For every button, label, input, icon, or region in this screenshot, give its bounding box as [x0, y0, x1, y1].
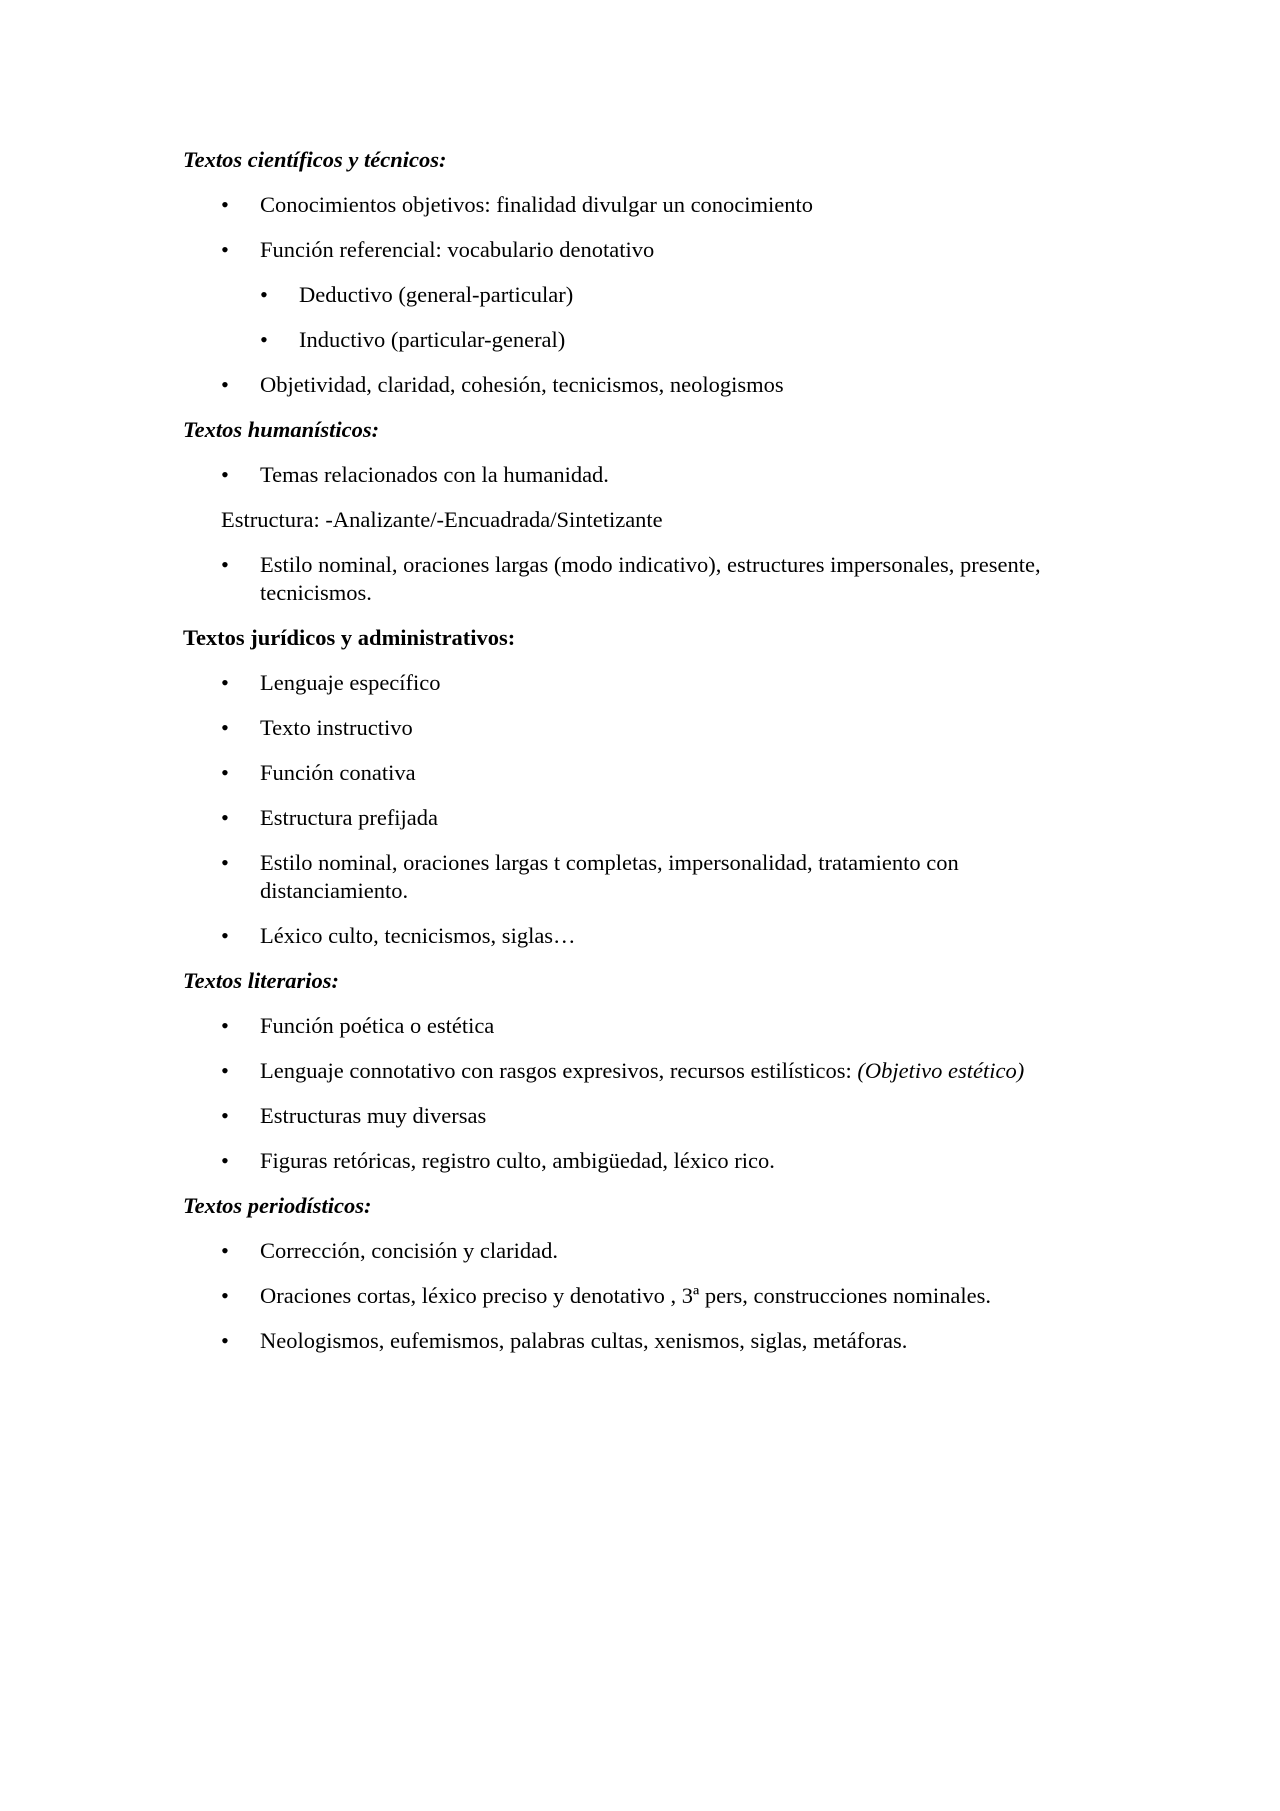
- bullet-icon: •: [221, 462, 229, 487]
- section-heading-periodisticos: Textos periodísticos:: [183, 1193, 372, 1218]
- structure-note: Estructura: -Analizante/-Encuadrada/Sintetizante: [221, 507, 663, 532]
- bullet-icon: •: [221, 850, 229, 875]
- bullet-icon: •: [221, 923, 229, 948]
- bullet-icon: •: [221, 1103, 229, 1128]
- list-item: [183, 1282, 1103, 1310]
- section-heading-humanisticos: Textos humanísticos:: [183, 417, 380, 442]
- bullet-icon: •: [221, 372, 229, 397]
- list-item-text: Inductivo (particular-general): [299, 327, 566, 352]
- bullet-icon: •: [221, 237, 229, 262]
- list-item-emphasis: (Objetivo estético): [857, 1058, 1025, 1083]
- list-item: [183, 371, 1103, 399]
- list-item: [183, 551, 1103, 607]
- list-item: [183, 191, 1103, 219]
- sub-list-item: [183, 281, 1103, 309]
- bullet-icon: •: [221, 1148, 229, 1173]
- bullet-icon: •: [221, 1328, 229, 1353]
- list-item: [183, 1237, 1103, 1265]
- list-item: [183, 1102, 1103, 1130]
- list-item: [183, 1327, 1103, 1355]
- list-item-text: Texto instructivo: [260, 715, 413, 740]
- list-item-text: Estructuras muy diversas: [260, 1103, 487, 1128]
- bullet-icon: •: [221, 1013, 229, 1038]
- bullet-icon: •: [221, 1058, 229, 1083]
- list-item: [183, 461, 1103, 489]
- list-item: [183, 1057, 1103, 1085]
- list-item: [183, 849, 1103, 905]
- list-item-text: Lenguaje connotativo con rasgos expresivos, recursos estilísticos:: [260, 1058, 852, 1083]
- bullet-icon: •: [221, 552, 229, 577]
- list-item-text: Estilo nominal, oraciones largas (modo indicativo), estructures impersonales, presente, tecnicismos.: [260, 552, 1041, 605]
- list-item: [183, 714, 1103, 742]
- section-heading-juridicos: Textos jurídicos y administrativos:: [183, 625, 516, 650]
- bullet-icon: •: [221, 192, 229, 217]
- bullet-icon: •: [221, 805, 229, 830]
- list-item: [183, 236, 1103, 264]
- bullet-icon: •: [221, 715, 229, 740]
- list-item-text: Estilo nominal, oraciones largas t completas, impersonalidad, tratamiento con distanciamiento.: [260, 850, 959, 903]
- bullet-icon: •: [221, 1238, 229, 1263]
- bullet-icon: •: [260, 327, 268, 352]
- list-item-text: Estructura prefijada: [260, 805, 439, 830]
- sub-list-item: [183, 326, 1103, 354]
- list-item-text: Objetividad, claridad, cohesión, tecnicismos, neologismos: [260, 372, 784, 397]
- bullet-icon: •: [221, 670, 229, 695]
- list-item-text: Neologismos, eufemismos, palabras cultas, xenismos, siglas, metáforas.: [260, 1328, 908, 1353]
- list-item-text: Conocimientos objetivos: finalidad divulgar un conocimiento: [260, 192, 814, 217]
- list-item: [183, 1147, 1103, 1175]
- section-heading-literarios: Textos literarios:: [183, 968, 340, 993]
- list-item: [183, 804, 1103, 832]
- list-item-text: Temas relacionados con la humanidad.: [260, 462, 609, 487]
- bullet-icon: •: [221, 1283, 229, 1308]
- section-heading-cientificos: Textos científicos y técnicos:: [183, 147, 447, 172]
- list-item: [183, 669, 1103, 697]
- list-item-text: Función poética o estética: [260, 1013, 495, 1038]
- list-item-text: Oraciones cortas, léxico preciso y denotativo , 3ª pers, construcciones nominales.: [260, 1283, 991, 1308]
- list-item: [183, 1012, 1103, 1040]
- bullet-icon: •: [221, 760, 229, 785]
- list-item: [183, 922, 1103, 950]
- document-content: [183, 146, 1103, 1372]
- list-item-text: Figuras retóricas, registro culto, ambigüedad, léxico rico.: [260, 1148, 775, 1173]
- list-item-text: Función conativa: [260, 760, 416, 785]
- list-item-text: Corrección, concisión y claridad.: [260, 1238, 559, 1263]
- list-item-text: Deductivo (general-particular): [299, 282, 574, 307]
- list-item-text: Lenguaje específico: [260, 670, 441, 695]
- list-item: [183, 759, 1103, 787]
- bullet-icon: •: [260, 282, 268, 307]
- list-item-text: Léxico culto, tecnicismos, siglas…: [260, 923, 576, 948]
- list-item-text: Función referencial: vocabulario denotativo: [260, 237, 655, 262]
